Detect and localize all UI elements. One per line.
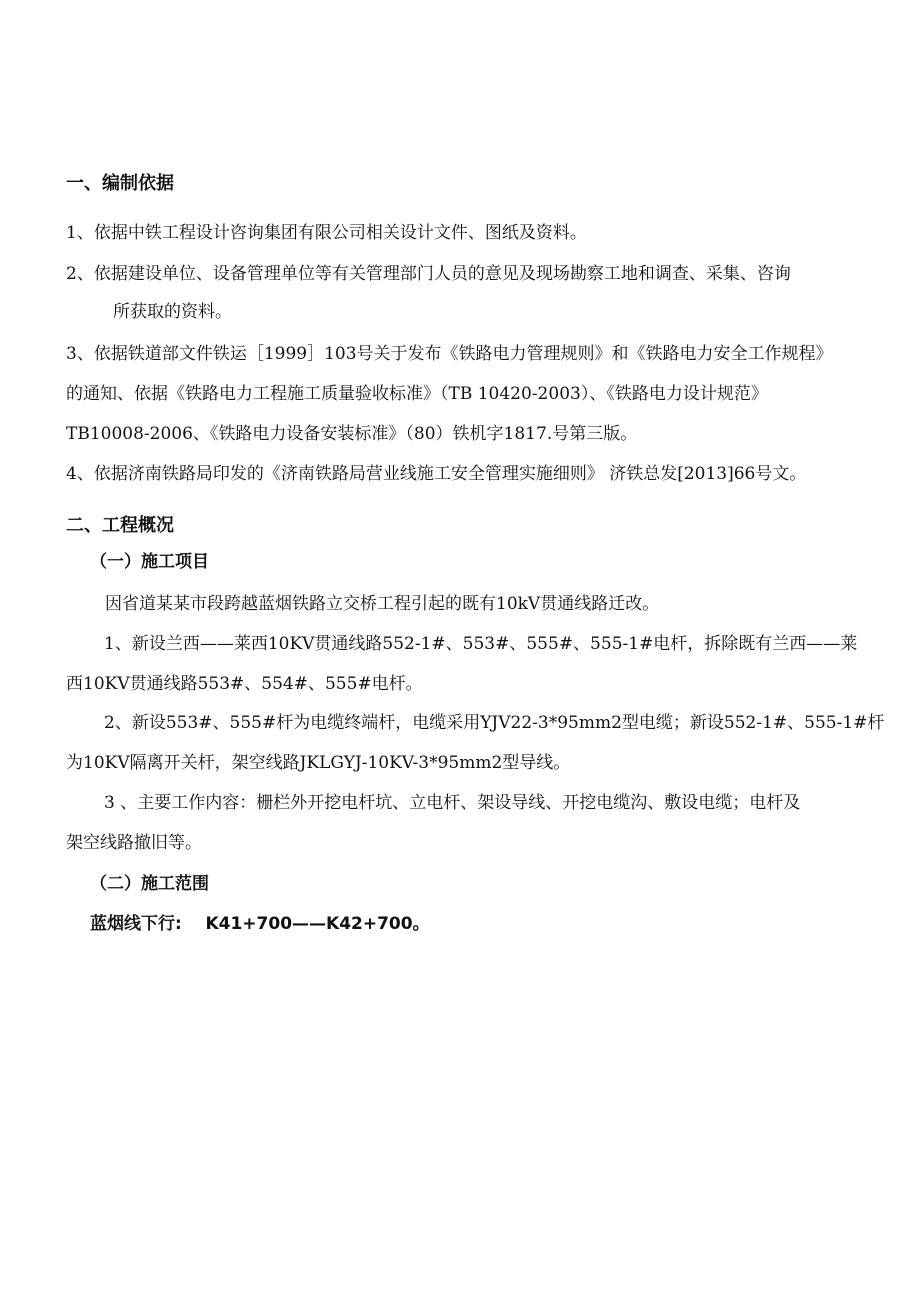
subsection-heading-construction-items: （一）施工项目 xyxy=(90,552,209,572)
subsection-heading-construction-scope: （二）施工范围 xyxy=(90,874,209,894)
project-item-1-line-1: 1、新设兰西——莱西10KV贯通线路552-1#、553#、555#、555-1#电杆，拆除既有兰西——莱 xyxy=(104,634,858,654)
section-heading-compilation-basis: 一、编制依据 xyxy=(66,173,174,194)
basis-item-3-line-1: 3、依据铁道部文件铁运［1999］103号关于发布《铁路电力管理规则》和《铁路电力安全工作规程》 xyxy=(66,344,833,364)
basis-item-1: 1、依据中铁工程设计咨询集团有限公司相关设计文件、图纸及资料。 xyxy=(66,223,587,243)
construction-range: 蓝烟线下行: K41+700——K42+700。 xyxy=(90,914,430,934)
project-intro: 因省道某某市段跨越蓝烟铁路立交桥工程引起的既有10kV贯通线路迁改。 xyxy=(105,594,660,614)
project-item-1-line-2: 西10KV贯通线路553#、554#、555#电杆。 xyxy=(66,674,423,694)
project-item-2-line-2: 为10KV隔离开关杆，架空线路JKLGYJ-10KV-3*95mm2型导线。 xyxy=(66,753,571,773)
project-item-3-line-1: 3 、主要工作内容：栅栏外开挖电杆坑、立电杆、架设导线、开挖电缆沟、敷设电缆；电杆及 xyxy=(104,793,801,813)
project-item-2-line-1: 2、新设553#、555#杆为电缆终端杆，电缆采用YJV22-3*95mm2型电缆；新设552-1#、555-1#杆 xyxy=(104,713,885,733)
basis-item-4: 4、依据济南铁路局印发的《济南铁路局营业线施工安全管理实施细则》 济铁总发[2013]66号文。 xyxy=(66,464,807,484)
basis-item-3-line-3: TB10008-2006、《铁路电力设备安装标准》（80）铁机字1817.号第三版。 xyxy=(66,424,638,444)
basis-item-2-line-1: 2、依据建设单位、设备管理单位等有关管理部门人员的意见及现场勘察工地和调查、采集、咨询 xyxy=(66,264,791,284)
section-heading-project-overview: 二、工程概况 xyxy=(66,515,174,536)
basis-item-2-line-2: 所获取的资料。 xyxy=(113,302,232,322)
project-item-3-line-2: 架空线路撤旧等。 xyxy=(66,833,202,853)
basis-item-3-line-2: 的通知、依据《铁路电力工程施工质量验收标准》（TB 10420-2003）、《铁路电力设计规范》 xyxy=(66,384,768,404)
